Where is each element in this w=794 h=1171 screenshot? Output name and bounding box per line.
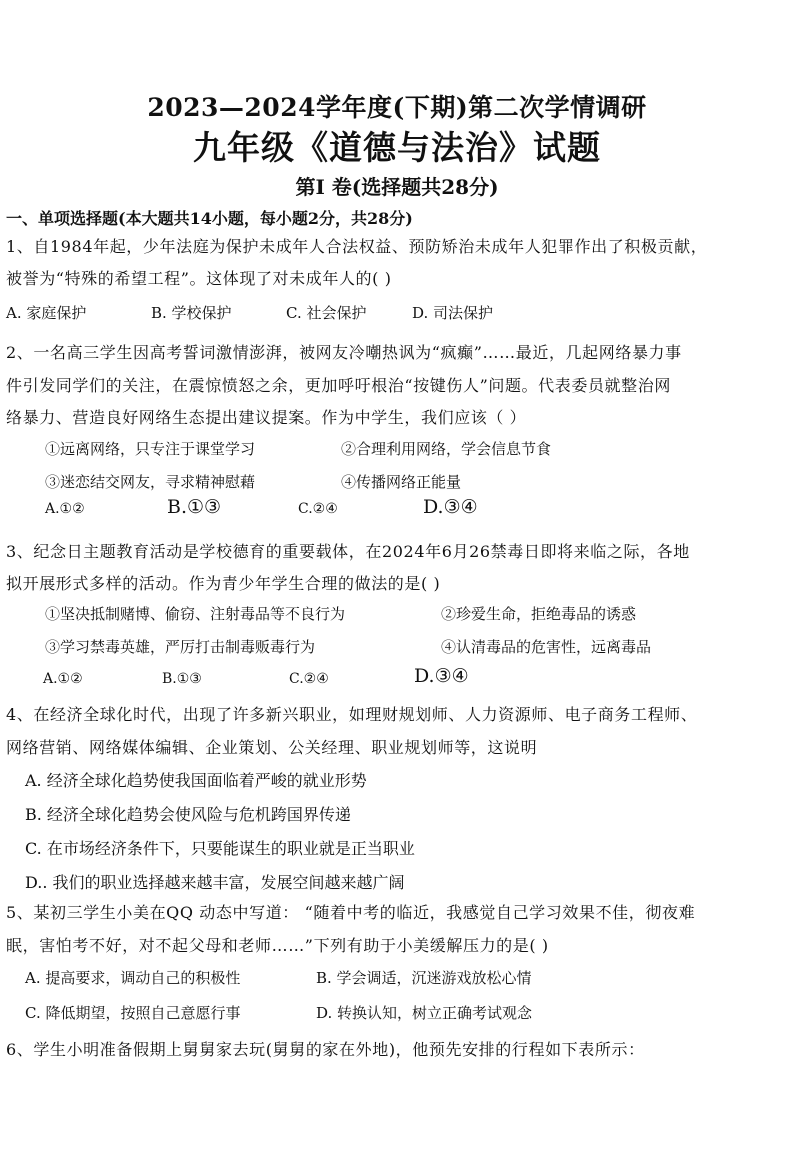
question-2-option-d: D.③④	[423, 496, 478, 518]
question-4-option-b: B. 经济全球化趋势会使风险与危机跨国界传递	[25, 805, 351, 824]
question-3-statement-3: ③学习禁毒英雄，严厉打击制毒贩毒行为	[45, 638, 316, 656]
question-3-option-a: A.①②	[43, 671, 83, 687]
question-5-option-a: A. 提高要求，调动自己的积极性	[25, 969, 241, 987]
volume-title: 第I 卷(选择题共28分)	[295, 175, 499, 199]
question-2-statement-2: ②合理利用网络，学会信息节食	[341, 440, 552, 458]
question-5-option-c: C. 降低期望，按照自己意愿行事	[25, 1004, 241, 1022]
exam-term-title: 2023—2024学年度(下期)第二次学情调研	[147, 93, 647, 122]
question-1-option-a: A. 家庭保护	[6, 304, 87, 322]
section-heading: 一、单项选择题(本大题共14小题，每小题2分，共28分)	[6, 209, 413, 228]
question-5-option-b: B. 学会调适，沉迷游戏放松心情	[316, 969, 532, 987]
question-3-text-line2: 拟开展形式多样的活动。作为青少年学生合理的做法的是( )	[6, 574, 441, 593]
question-2-text-line2: 件引发同学们的关注，在震惊愤怒之余，更加呼吁根治“按键伤人”问题。代表委员就整治网	[6, 376, 671, 395]
question-2-option-b: B.①③	[167, 496, 222, 518]
question-1-text-line1: 1、自1984年起，少年法庭为保护未成年人合法权益、预防矫治未成年人犯罪作出了积极贡献，	[6, 237, 708, 256]
question-4-text-line2: 网络营销、网络媒体编辑、企业策划、公关经理、职业规划师等，这说明	[6, 738, 538, 757]
question-4-option-d: D.. 我们的职业选择越来越丰富，发展空间越来越广阔	[25, 873, 405, 892]
question-4-option-c: C. 在市场经济条件下，只要能谋生的职业就是正当职业	[25, 839, 415, 858]
question-2-option-c: C.②④	[298, 501, 338, 517]
question-3-statement-2: ②珍爱生命，拒绝毒品的诱惑	[441, 605, 637, 623]
question-3-text-line1: 3、纪念日主题教育活动是学校德育的重要载体，在2024年6月26禁毒日即将来临之际，各地	[6, 542, 690, 561]
question-2-text-line3: 络暴力、营造良好网络生态提出建议提案。作为中学生，我们应该（ ）	[6, 408, 527, 427]
question-6-text-line1: 6、学生小明准备假期上舅舅家去玩(舅舅的家在外地)，他预先安排的行程如下表所示：	[6, 1040, 645, 1059]
question-2-text-line1: 2、一名高三学生因高考誓词激情澎湃，被网友冷嘲热讽为“疯癫”……最近，几起网络暴力事	[6, 343, 682, 362]
question-5-option-d: D. 转换认知，树立正确考试观念	[316, 1004, 533, 1022]
question-2-statement-1: ①远离网络，只专注于课堂学习	[45, 440, 256, 458]
question-3-statement-1: ①坚决抵制赌博、偷窃、注射毒品等不良行为	[45, 605, 346, 623]
question-3-statement-4: ④认清毒品的危害性，远离毒品	[441, 638, 652, 656]
question-4-option-a: A. 经济全球化趋势使我国面临着严峻的就业形势	[25, 771, 367, 790]
question-2-option-a: A.①②	[45, 501, 85, 517]
question-1-text-line2: 被誉为“特殊的希望工程”。这体现了对未成年人的( )	[6, 269, 392, 288]
question-1-option-c: C. 社会保护	[286, 304, 367, 322]
question-2-statement-3: ③迷恋结交网友，寻求精神慰藉	[45, 473, 256, 491]
question-2-statement-4: ④传播网络正能量	[341, 473, 462, 491]
question-5-text-line1: 5、某初三学生小美在QQ 动态中写道： “随着中考的临近，我感觉自己学习效果不佳，彻夜难	[6, 903, 696, 922]
question-3-option-c: C.②④	[289, 671, 329, 687]
question-3-option-d: D.③④	[414, 665, 469, 687]
question-4-text-line1: 4、在经济全球化时代，出现了许多新兴职业，如理财规划师、人力资源师、电子商务工程师、	[6, 705, 698, 724]
exam-subject-title: 九年级《道德与法治》试题	[193, 128, 601, 167]
question-1-option-d: D. 司法保护	[412, 304, 494, 322]
question-5-text-line2: 眠，害怕考不好，对不起父母和老师……”下列有助于小美缓解压力的是( )	[6, 936, 549, 955]
question-3-option-b: B.①③	[162, 671, 202, 687]
question-1-option-b: B. 学校保护	[151, 304, 232, 322]
